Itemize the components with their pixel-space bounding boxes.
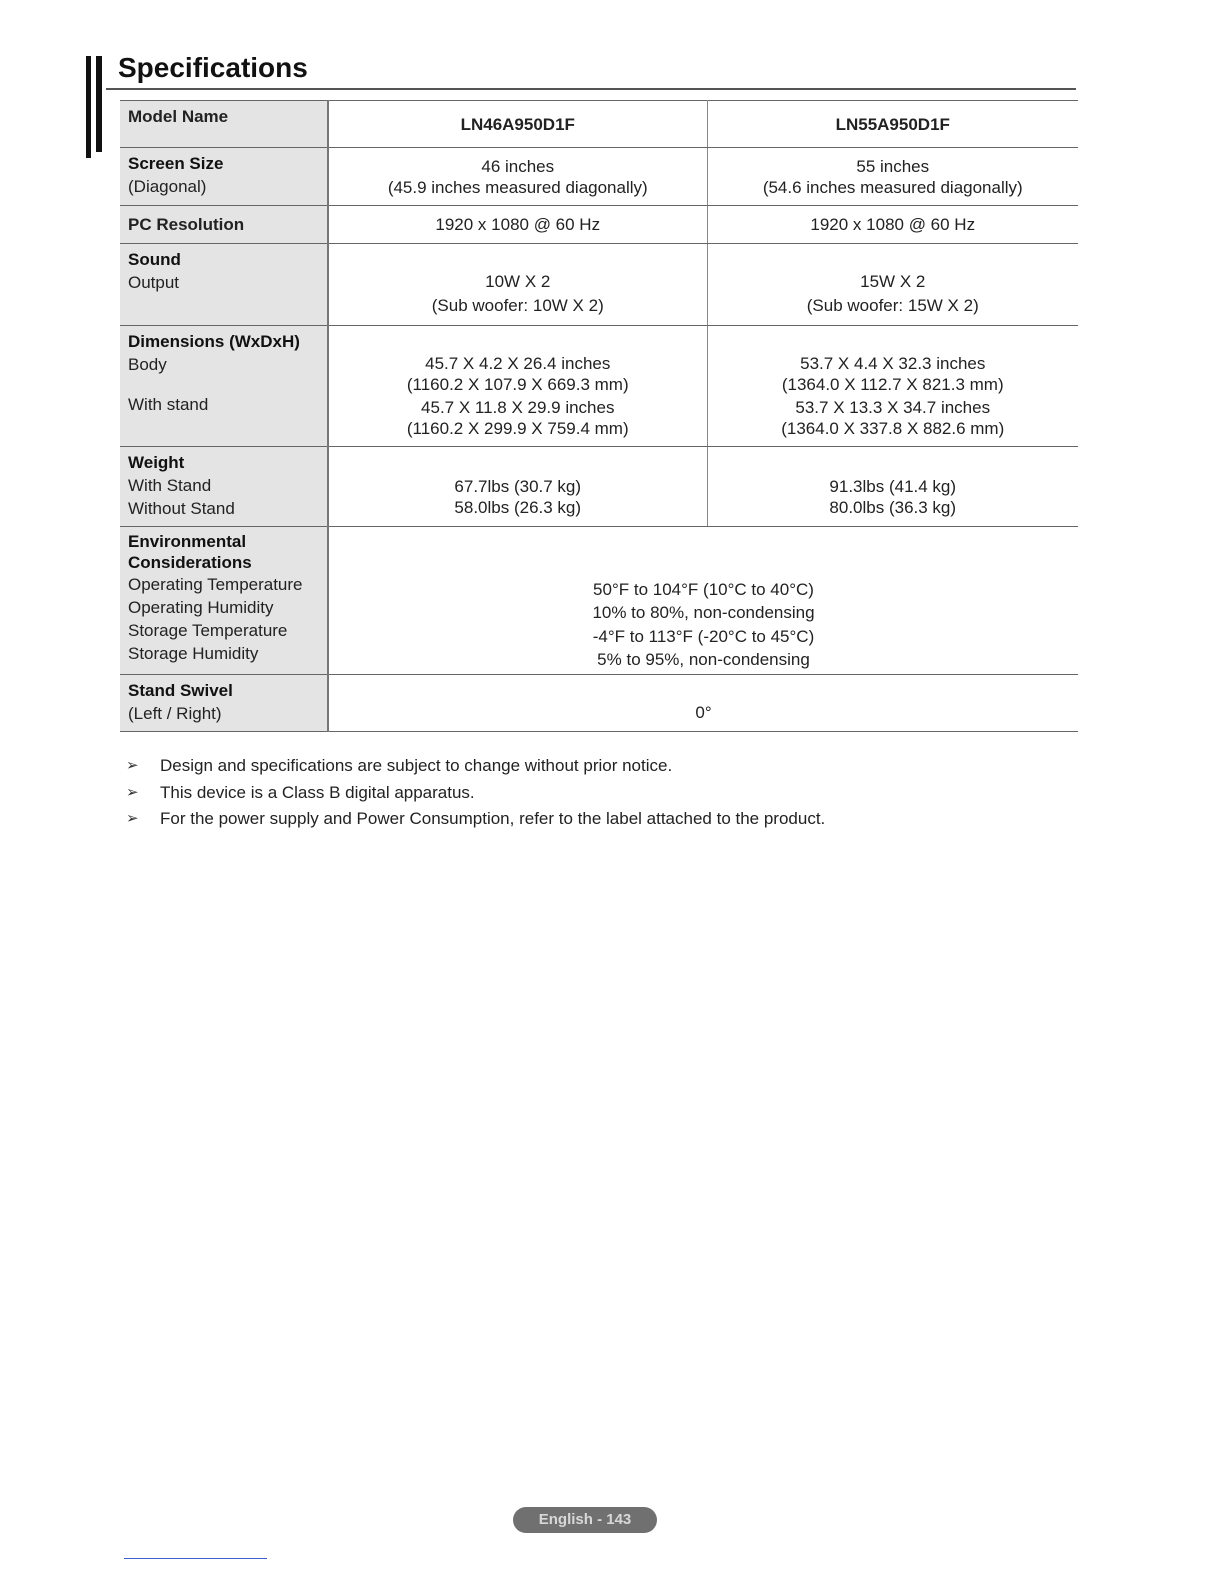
value-line: 58.0lbs (26.3 kg) xyxy=(454,497,582,517)
sound-sublabel: Output xyxy=(128,273,180,292)
row-environmental xyxy=(120,527,1078,675)
dimensions-body-label: Body xyxy=(128,355,167,374)
value-line: 53.7 X 13.3 X 34.7 inches xyxy=(795,398,991,417)
row-pc-resolution xyxy=(120,206,1078,244)
environmental-label-2: Considerations xyxy=(128,553,252,572)
value-line: 45.7 X 11.8 X 29.9 inches xyxy=(421,398,615,417)
section-marker-bar xyxy=(86,56,91,158)
section-marker-bar-inner xyxy=(96,56,102,152)
value-line: 10% to 80%, non-condensing xyxy=(592,603,815,622)
pc-resolution-1: 1920 x 1080 @ 60 Hz xyxy=(328,206,707,244)
value-line: 10W X 2 xyxy=(485,271,551,291)
row-dimensions xyxy=(120,326,1078,447)
label-weight xyxy=(120,447,328,527)
note-item xyxy=(126,809,825,836)
value-line: (54.6 inches measured diagonally) xyxy=(762,177,1023,197)
environmental-values xyxy=(328,527,1078,675)
value-line: 5% to 95%, non-condensing xyxy=(597,650,810,669)
row-model-name xyxy=(120,101,1078,148)
screen-size-label: Screen Size xyxy=(128,154,224,173)
label-screen-size xyxy=(120,148,328,206)
st-hum-label: Storage Humidity xyxy=(128,644,259,663)
environmental-label-1: Environmental xyxy=(128,532,247,551)
screen-size-1 xyxy=(328,148,707,206)
value-line: (1364.0 X 112.7 X 821.3 mm) xyxy=(781,375,1004,394)
sound-1 xyxy=(328,244,707,326)
value-line: (1364.0 X 337.8 X 882.6 mm) xyxy=(781,419,1005,438)
weight-label: Weight xyxy=(128,453,185,472)
label-stand-swivel xyxy=(120,675,328,732)
value-line: 55 inches xyxy=(856,156,930,176)
stand-swivel-value: 0° xyxy=(328,675,1078,732)
note-text: Design and specifications are subject to change without prior notice. xyxy=(160,756,673,775)
dimensions-stand-label: With stand xyxy=(128,395,209,414)
label-model-name: Model Name xyxy=(120,101,328,148)
note-text: For the power supply and Power Consumption, refer to the label attached to the product. xyxy=(160,809,826,828)
stand-swivel-sublabel: (Left / Right) xyxy=(128,704,222,723)
footer-rule xyxy=(124,1558,267,1559)
notes-list xyxy=(126,756,825,836)
label-environmental xyxy=(120,527,328,675)
value-line: -4°F to 113°F (-20°C to 45°C) xyxy=(592,626,815,646)
value-line: (45.9 inches measured diagonally) xyxy=(387,177,648,197)
arrow-bullet-icon: ➢ xyxy=(126,757,139,774)
value-line: 80.0lbs (36.3 kg) xyxy=(829,497,957,517)
weight-2 xyxy=(707,447,1078,527)
row-stand-swivel xyxy=(120,675,1078,732)
specifications-table xyxy=(120,100,1078,732)
dimensions-label: Dimensions (WxDxH) xyxy=(128,332,300,351)
note-item xyxy=(126,783,825,810)
page-title: Specifications xyxy=(118,52,308,83)
value-line: 15W X 2 xyxy=(860,271,926,291)
stand-swivel-label: Stand Swivel xyxy=(128,681,233,700)
op-hum-label: Operating Humidity xyxy=(128,598,274,617)
value-line: 46 inches xyxy=(481,156,555,176)
label-pc-resolution: PC Resolution xyxy=(120,206,328,244)
dimensions-1 xyxy=(328,326,707,447)
screen-size-sublabel: (Diagonal) xyxy=(128,177,207,196)
arrow-bullet-icon: ➢ xyxy=(126,810,139,827)
note-item xyxy=(126,756,825,783)
label-dimensions xyxy=(120,326,328,447)
dimensions-2 xyxy=(707,326,1078,447)
sound-2 xyxy=(707,244,1078,326)
value-line: 91.3lbs (41.4 kg) xyxy=(829,476,957,496)
weight-without-label: Without Stand xyxy=(128,499,235,518)
model-2: LN55A950D1F xyxy=(707,101,1078,148)
arrow-bullet-icon: ➢ xyxy=(126,783,139,801)
st-temp-label: Storage Temperature xyxy=(128,621,288,640)
value-line: (1160.2 X 299.9 X 759.4 mm) xyxy=(406,419,629,438)
op-temp-label: Operating Temperature xyxy=(128,575,303,594)
title-divider xyxy=(106,88,1076,90)
row-screen-size xyxy=(120,148,1078,206)
value-line: 45.7 X 4.2 X 26.4 inches xyxy=(425,354,611,373)
row-weight xyxy=(120,447,1078,527)
value-line: 50°F to 104°F (10°C to 40°C) xyxy=(593,579,814,599)
screen-size-2 xyxy=(707,148,1078,206)
value-line: (1160.2 X 107.9 X 669.3 mm) xyxy=(406,375,629,394)
value-line: 67.7lbs (30.7 kg) xyxy=(454,476,582,496)
weight-1 xyxy=(328,447,707,527)
value-line: (Sub woofer: 15W X 2) xyxy=(806,295,979,315)
value-line: (Sub woofer: 10W X 2) xyxy=(431,295,604,315)
pc-resolution-2: 1920 x 1080 @ 60 Hz xyxy=(707,206,1078,244)
page-number-badge: English - 143 xyxy=(513,1507,657,1533)
value-line: 53.7 X 4.4 X 32.3 inches xyxy=(800,354,986,373)
weight-with-label: With Stand xyxy=(128,476,212,495)
sound-label: Sound xyxy=(128,250,181,269)
label-sound xyxy=(120,244,328,326)
note-text: This device is a Class B digital apparatus. xyxy=(160,782,475,802)
row-sound xyxy=(120,244,1078,326)
model-1: LN46A950D1F xyxy=(328,101,707,148)
